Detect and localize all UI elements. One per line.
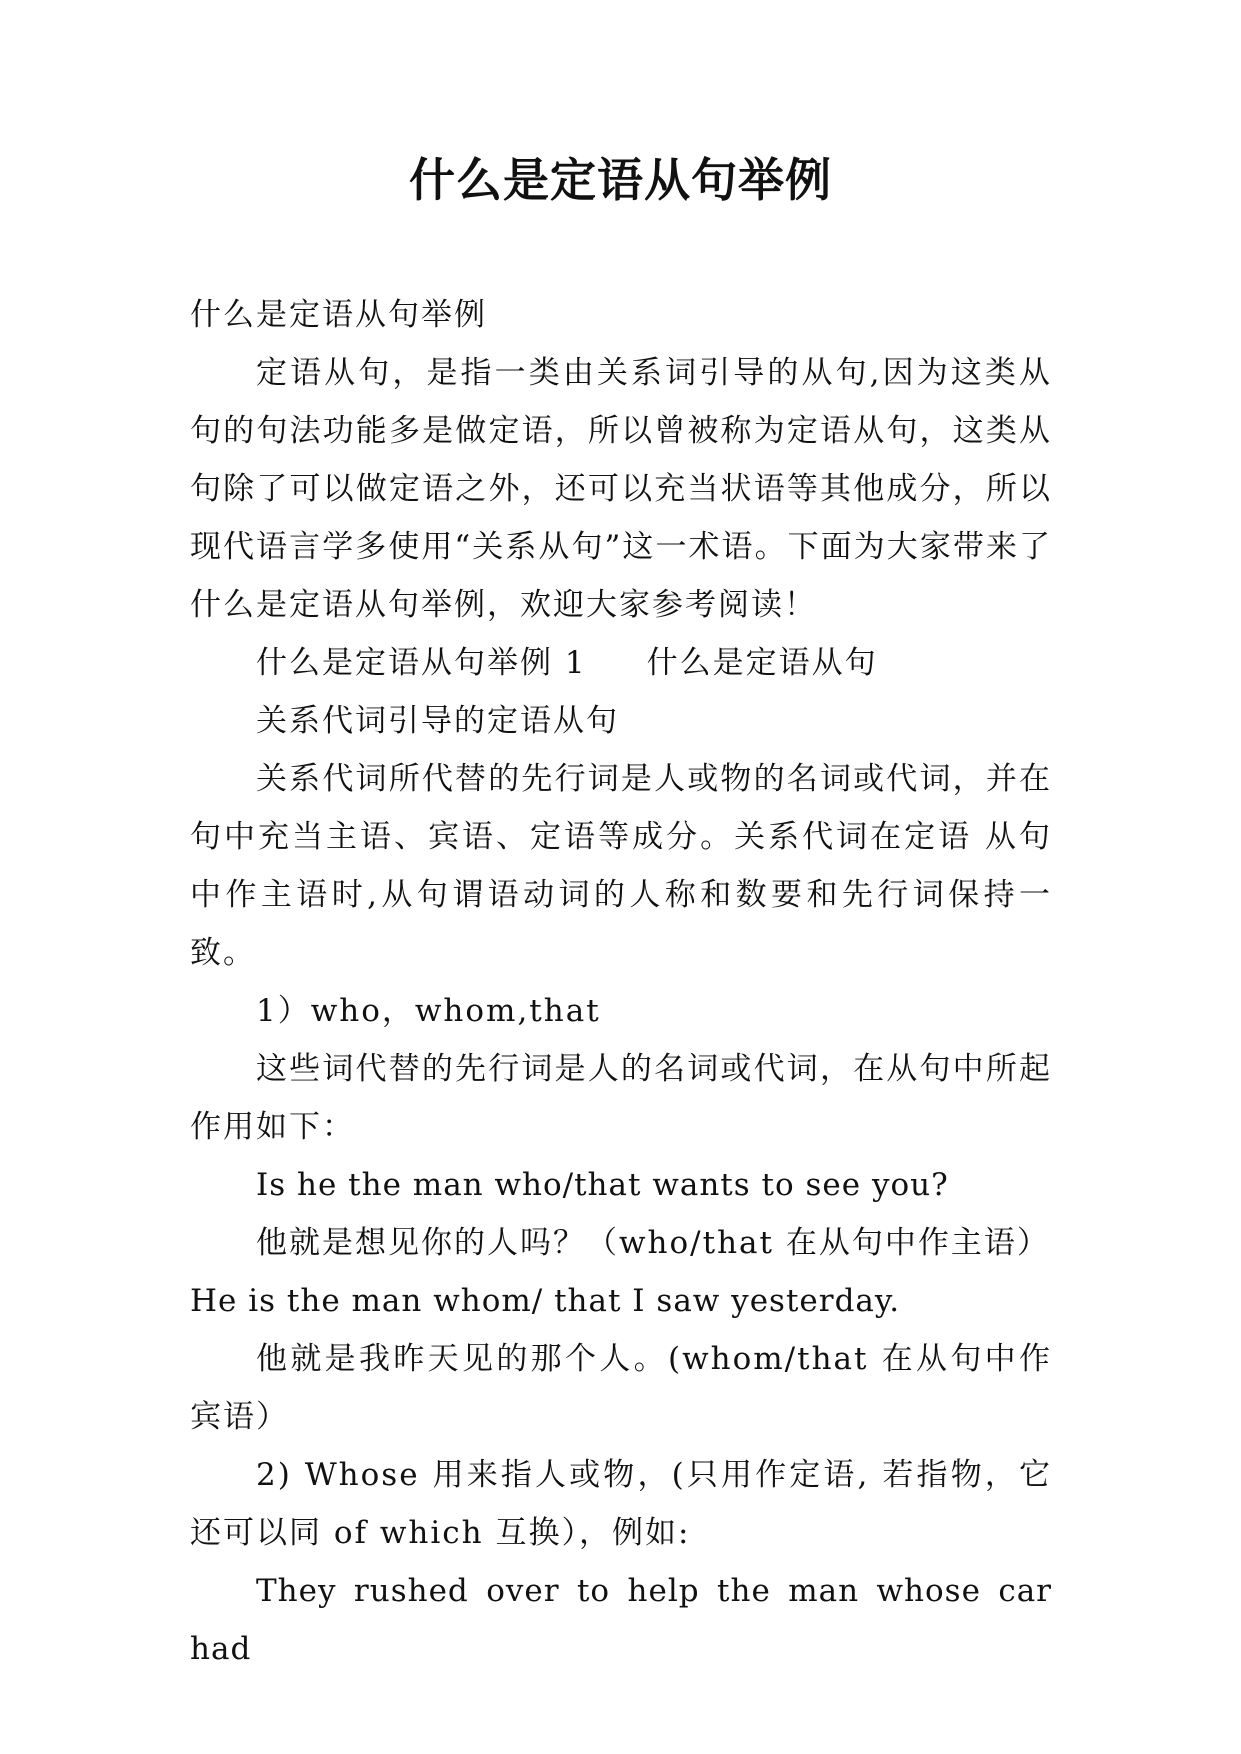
document-body (190, 286, 1052, 1678)
section-heading: 什么是定语从句举例 (190, 297, 487, 333)
chinese-translation: 他就是想见你的人吗？（who/that 在从句中作主语） (256, 1225, 1050, 1261)
english-example: Is he the man who/that wants to see you? (256, 1167, 949, 1203)
document-title: 什么是定语从句举例 (409, 153, 832, 207)
subsection-heading: 关系代词引导的定语从句 (256, 703, 619, 739)
intro-paragraph: 定语从句，是指一类由关系词引导的从句,因为这类从句的句法功能多是做定语，所以曾被称为定语从句，这类从句除了可以做定语之外，还可以充当状语等其他成分，所以现代语言学多使用“关系从句”这一术语。下面为大家带来了什么是定语从句举例，欢迎大家参考阅读！ (190, 355, 1052, 623)
english-example: He is the man whom/ that I saw yesterday. (190, 1283, 901, 1319)
subsection-heading: 什么是定语从句 (646, 645, 878, 681)
chinese-translation: 他就是我昨天见的那个人。(whom/that 在从句中作宾语） (190, 1341, 1052, 1435)
body-paragraph: 这些词代替的先行词是人的名词或代词，在从句中所起作用如下： (190, 1051, 1052, 1145)
list-item-heading: 2) Whose 用来指人或物，(只用作定语, 若指物，它还可以同 of which 互换），例如: (190, 1457, 1052, 1551)
list-item-heading: 1）who，whom,that (256, 993, 601, 1029)
example-heading: 什么是定语从句举例 1 (256, 645, 587, 681)
body-paragraph: 关系代词所代替的先行词是人或物的名词或代词，并在句中充当主语、宾语、定语等成分。关系代词在定语 从句中作主语时,从句谓语动词的人称和数要和先行词保持一致。 (190, 761, 1052, 971)
english-example: They rushed over to help the man whose car had (190, 1573, 1052, 1667)
example-heading-line (190, 634, 1052, 692)
